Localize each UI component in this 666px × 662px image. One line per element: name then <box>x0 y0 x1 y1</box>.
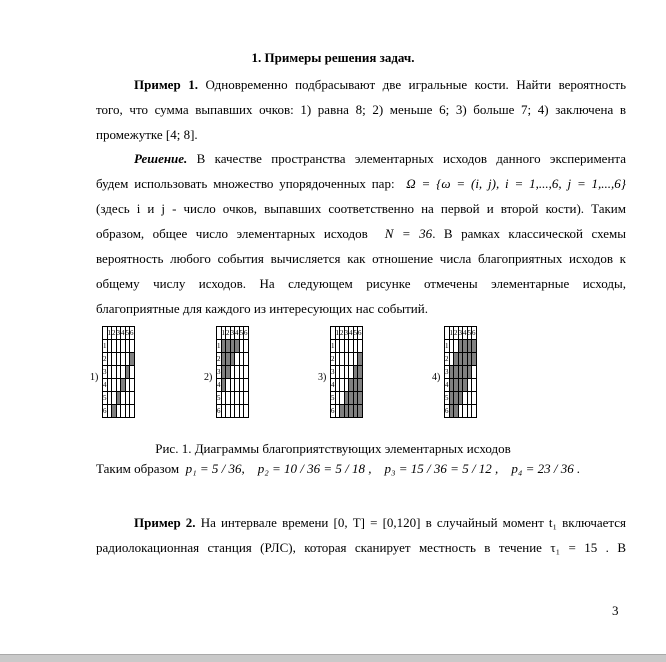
grid-row-header: 6 <box>445 405 450 418</box>
grid-row-header: 5 <box>331 392 336 405</box>
grid-column-header: 3 <box>344 327 349 340</box>
n-formula: N = 36 <box>384 226 433 241</box>
p4-value: p₄ = 23 / 36 . <box>511 461 581 476</box>
grid-column-header: 6 <box>130 327 135 340</box>
grid-cell <box>244 366 249 379</box>
grid-column-header: 5 <box>125 327 130 340</box>
grid-cell <box>130 340 135 353</box>
grid-cell <box>472 366 477 379</box>
grid-column-header: 5 <box>239 327 244 340</box>
solution-label: Решение. <box>134 151 188 166</box>
grid-cell <box>130 405 135 418</box>
page-number: 3 <box>612 603 619 618</box>
grid-cell-favorable <box>358 405 363 418</box>
grid-row-header: 3 <box>103 366 108 379</box>
solution-line-7: благоприятные для каждого из интересующих нас событий. <box>96 301 428 316</box>
grid-label: 3) <box>318 372 327 383</box>
example-2-line-1: Пример 2. На интервале времени [0, T] = [0,120] в случайный момент t₁ включается <box>134 515 626 530</box>
grid-cell <box>130 392 135 405</box>
grid-column-header: 6 <box>358 327 363 340</box>
grid-row-header: 4 <box>103 379 108 392</box>
grid-column-header: 6 <box>472 327 477 340</box>
solution-paragraph <box>96 146 626 321</box>
p3-value: p₃ = 15 / 36 = 5 / 12 , <box>384 461 499 476</box>
grid-column-header: 1 <box>221 327 226 340</box>
example-1-label: Пример 1. <box>134 77 198 92</box>
outcome-grid-table <box>102 326 135 418</box>
figure-caption: Рис. 1. Диаграммы благоприятствующих элементарных исходов <box>155 441 511 456</box>
grid-column-header: 4 <box>349 327 354 340</box>
grid-cell-favorable <box>472 340 477 353</box>
grid-cell <box>244 392 249 405</box>
grid-cell <box>472 379 477 392</box>
grid-cell <box>130 366 135 379</box>
solution-line-4: образом, общее число элементарных исходов N = 36. В рамках классической схемы <box>96 226 627 241</box>
grid-cell <box>244 405 249 418</box>
grid-column-header: 1 <box>107 327 112 340</box>
example-1-line-3: промежутке [4; 8]. <box>96 127 198 142</box>
grid-row-header: 3 <box>217 366 222 379</box>
grid-cell-favorable <box>358 353 363 366</box>
outcome-grid-table <box>330 326 363 418</box>
grid-column-header: 2 <box>226 327 231 340</box>
grid-row-header: 1 <box>445 340 450 353</box>
grid-row-header: 2 <box>331 353 336 366</box>
example-1-paragraph <box>96 72 626 147</box>
grid-row-header: 6 <box>217 405 222 418</box>
grid-row-header: 4 <box>217 379 222 392</box>
grid-column-header: 5 <box>353 327 358 340</box>
grid-column-header: 4 <box>121 327 126 340</box>
grid-column-header: 3 <box>458 327 463 340</box>
grid-cell <box>130 379 135 392</box>
grid-row-header: 3 <box>445 366 450 379</box>
grid-row-header: 5 <box>103 392 108 405</box>
grid-row-header: 4 <box>331 379 336 392</box>
grid-cell-favorable <box>358 392 363 405</box>
solution-line-1: Решение. В качестве пространства элементарных исходов данного эксперимента <box>134 151 627 166</box>
grid-row-header: 2 <box>103 353 108 366</box>
p1-value: p₁ = 5 / 36, <box>185 461 245 476</box>
grid-column-header: 1 <box>335 327 340 340</box>
grid-row-header: 2 <box>217 353 222 366</box>
probabilities-line: Таким образом p₁ = 5 / 36, p₂ = 10 / 36 = 5 / 18 , p₃ = 15 / 36 = 5 / 12 , p₄ = 23 / 36 . <box>96 461 581 476</box>
grid-row-header: 4 <box>445 379 450 392</box>
solution-line-2: будем использовать множество упорядоченных пар: Ω = {ω = (i, j), i = 1,...,6, j = 1,...,6} <box>96 176 627 191</box>
grid-column-header: 6 <box>244 327 249 340</box>
grid-column-header: 4 <box>235 327 240 340</box>
omega-formula: Ω = {ω = (i, j), i = 1,...,6, j = 1,...,6} <box>406 176 627 191</box>
grid-row-header: 2 <box>445 353 450 366</box>
grid-column-header: 1 <box>449 327 454 340</box>
solution-line-5: вероятность любого события вычисляется как отношение числа благоприятных исходов к <box>96 251 626 266</box>
grid-cell <box>244 379 249 392</box>
grid-cell <box>472 405 477 418</box>
grid-row-header: 3 <box>331 366 336 379</box>
grid-row-header: 6 <box>103 405 108 418</box>
grid-column-header: 4 <box>463 327 468 340</box>
grid-label: 2) <box>204 372 213 383</box>
grid-row-header: 6 <box>331 405 336 418</box>
example-2-line-2: радиолокационная станция (РЛС), которая сканирует местность в течение τ₁ = 15 . В <box>96 540 626 555</box>
example-1-line-1: Пример 1. Одновременно подбрасывают две игральные кости. Найти вероятность <box>134 77 626 92</box>
outcome-grid-table <box>444 326 477 418</box>
grid-column-header: 3 <box>116 327 121 340</box>
grid-row-header: 1 <box>331 340 336 353</box>
grid-column-header: 2 <box>340 327 345 340</box>
grid-row-header: 1 <box>103 340 108 353</box>
solution-line-3: (здесь i и j - число очков, выпавших соответственно на первой и второй кости). Таким <box>96 201 626 216</box>
grid-cell <box>358 340 363 353</box>
example-2-label: Пример 2. <box>134 515 196 530</box>
outcome-diagrams <box>90 326 630 426</box>
grid-cell-favorable <box>358 366 363 379</box>
p2-value: p₂ = 10 / 36 = 5 / 18 , <box>257 461 372 476</box>
grid-column-header: 3 <box>230 327 235 340</box>
solution-line-6: общему числу исходов. На следующем рисунке отмечены элементарные исходы, <box>96 276 626 291</box>
grid-cell-favorable <box>472 353 477 366</box>
example-2-paragraph <box>96 510 626 560</box>
grid-column-header: 5 <box>467 327 472 340</box>
grid-label: 1) <box>90 372 99 383</box>
grid-row-header: 1 <box>217 340 222 353</box>
grid-cell <box>244 340 249 353</box>
example-1-line-2: того, что сумма выпавших очков: 1) равна 8; 2) меньше 6; 3) больше 7; 4) заключена в <box>96 102 626 117</box>
grid-row-header: 5 <box>445 392 450 405</box>
outcome-grid-table <box>216 326 249 418</box>
grid-cell-favorable <box>130 353 135 366</box>
grid-row-header: 5 <box>217 392 222 405</box>
grid-column-header: 2 <box>112 327 117 340</box>
grid-label: 4) <box>432 372 441 383</box>
grid-column-header: 2 <box>454 327 459 340</box>
grid-cell <box>244 353 249 366</box>
section-title: 1. Примеры решения задач. <box>251 50 415 65</box>
grid-cell-favorable <box>358 379 363 392</box>
grid-cell <box>472 392 477 405</box>
